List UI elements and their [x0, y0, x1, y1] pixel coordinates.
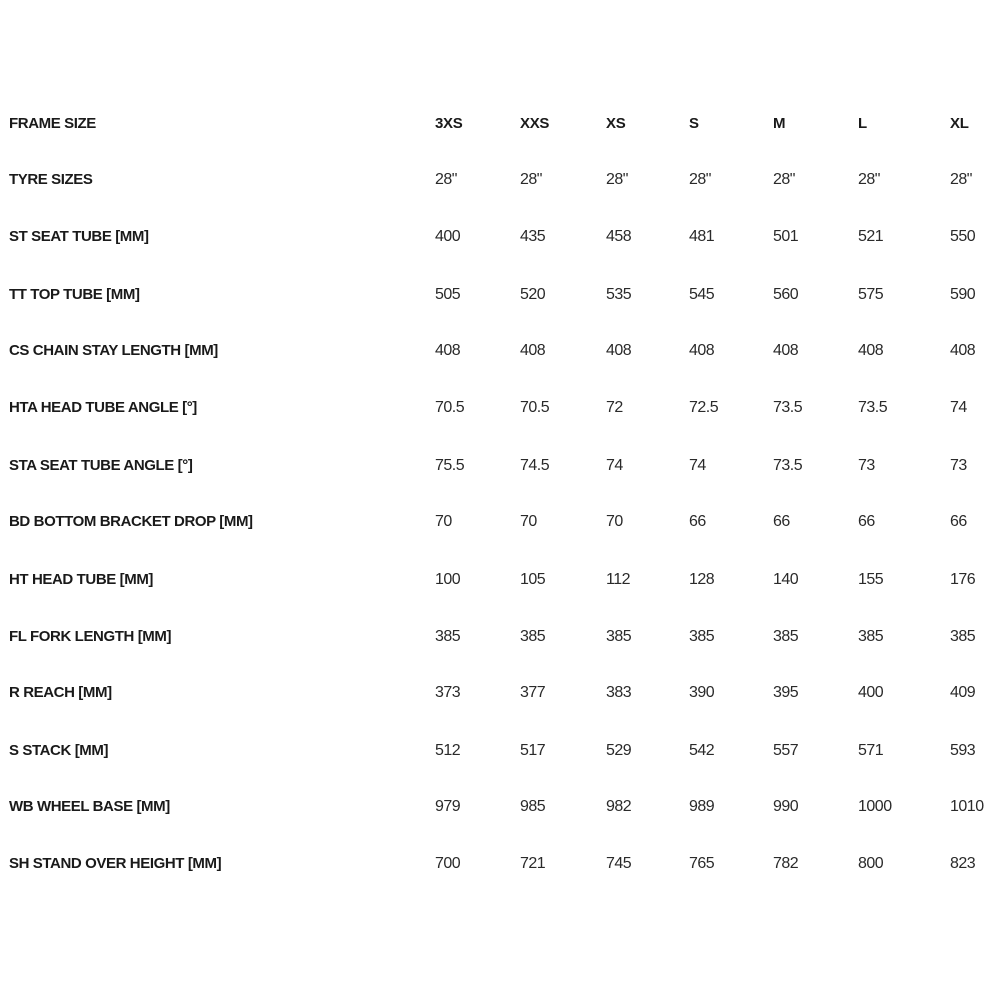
table-cell: 66: [858, 513, 875, 530]
table-cell: 28": [520, 171, 542, 188]
column-header: S: [689, 115, 699, 132]
table-cell: 112: [606, 571, 631, 588]
table-cell: 383: [606, 684, 632, 701]
table-cell: 400: [858, 684, 884, 701]
table-cell: 390: [689, 684, 715, 701]
table-cell: 590: [950, 286, 976, 303]
table-cell: 385: [606, 628, 632, 645]
table-cell: 520: [520, 286, 546, 303]
column-header: XS: [606, 115, 626, 132]
table-cell: 28": [435, 171, 457, 188]
table-cell: 408: [689, 342, 715, 359]
table-cell: 557: [773, 742, 799, 759]
table-cell: 517: [520, 742, 546, 759]
table-cell: 989: [689, 798, 715, 815]
table-cell: 373: [435, 684, 461, 701]
row-label: CS CHAIN STAY LENGTH [MM]: [9, 342, 218, 359]
table-cell: 70.5: [520, 399, 550, 416]
table-cell: 28": [773, 171, 795, 188]
table-cell: 66: [689, 513, 706, 530]
column-header: L: [858, 115, 867, 132]
table-row: [0, 849, 1000, 879]
table-cell: 377: [520, 684, 546, 701]
table-row: [0, 451, 1000, 481]
table-cell: 823: [950, 855, 976, 872]
table-cell: 73: [858, 457, 875, 474]
column-header: XL: [950, 115, 969, 132]
table-cell: 545: [689, 286, 715, 303]
table-cell: 985: [520, 798, 546, 815]
row-label: TT TOP TUBE [MM]: [9, 286, 140, 303]
table-cell: 782: [773, 855, 799, 872]
table-cell: 385: [773, 628, 799, 645]
row-label: SH STAND OVER HEIGHT [MM]: [9, 855, 222, 872]
table-cell: 74: [689, 457, 706, 474]
table-cell: 128: [689, 571, 715, 588]
table-cell: 28": [689, 171, 711, 188]
table-row: [0, 565, 1000, 595]
table-header-row: [0, 109, 1000, 139]
column-header: 3XS: [435, 115, 463, 132]
table-cell: 74.5: [520, 457, 550, 474]
table-cell: 385: [435, 628, 461, 645]
table-cell: 1000: [858, 798, 892, 815]
header-label: FRAME SIZE: [9, 115, 96, 132]
row-label: BD BOTTOM BRACKET DROP [MM]: [9, 513, 253, 530]
table-cell: 385: [858, 628, 884, 645]
row-label: WB WHEEL BASE [MM]: [9, 798, 170, 815]
table-row: [0, 792, 1000, 822]
table-cell: 700: [435, 855, 461, 872]
table-cell: 73.5: [773, 457, 803, 474]
table-cell: 28": [858, 171, 880, 188]
table-cell: 70: [520, 513, 537, 530]
table-cell: 74: [950, 399, 967, 416]
table-cell: 1010: [950, 798, 984, 815]
table-row: [0, 678, 1000, 708]
table-cell: 73.5: [773, 399, 803, 416]
table-cell: 435: [520, 228, 546, 245]
table-cell: 409: [950, 684, 976, 701]
table-row: [0, 336, 1000, 366]
table-cell: 408: [520, 342, 546, 359]
table-row: [0, 393, 1000, 423]
table-cell: 501: [773, 228, 799, 245]
table-cell: 408: [858, 342, 884, 359]
table-cell: 408: [606, 342, 632, 359]
table-cell: 66: [950, 513, 967, 530]
table-cell: 575: [858, 286, 884, 303]
table-cell: 800: [858, 855, 884, 872]
row-label: FL FORK LENGTH [MM]: [9, 628, 172, 645]
row-label: ST SEAT TUBE [MM]: [9, 228, 149, 245]
table-cell: 990: [773, 798, 799, 815]
table-cell: 542: [689, 742, 715, 759]
row-label: S STACK [MM]: [9, 742, 109, 759]
table-cell: 73: [950, 457, 967, 474]
table-cell: 385: [950, 628, 976, 645]
column-header: XXS: [520, 115, 550, 132]
column-header: M: [773, 115, 786, 132]
table-cell: 100: [435, 571, 461, 588]
row-label: R REACH [MM]: [9, 684, 112, 701]
table-cell: 385: [689, 628, 715, 645]
table-cell: 105: [520, 571, 546, 588]
table-cell: 75.5: [435, 457, 465, 474]
table-cell: 72: [606, 399, 623, 416]
table-row: [0, 222, 1000, 252]
table-cell: 505: [435, 286, 461, 303]
table-cell: 66: [773, 513, 790, 530]
table-cell: 521: [858, 228, 884, 245]
table-cell: 550: [950, 228, 976, 245]
table-cell: 745: [606, 855, 632, 872]
table-cell: 70: [435, 513, 452, 530]
table-cell: 982: [606, 798, 632, 815]
table-cell: 408: [950, 342, 976, 359]
table-cell: 28": [606, 171, 628, 188]
table-cell: 593: [950, 742, 976, 759]
table-cell: 73.5: [858, 399, 888, 416]
table-cell: 571: [858, 742, 884, 759]
table-cell: 140: [773, 571, 799, 588]
table-cell: 28": [950, 171, 972, 188]
table-cell: 400: [435, 228, 461, 245]
table-cell: 155: [858, 571, 884, 588]
table-cell: 481: [689, 228, 715, 245]
table-cell: 458: [606, 228, 632, 245]
table-cell: 70: [606, 513, 623, 530]
table-cell: 529: [606, 742, 632, 759]
row-label: HT HEAD TUBE [MM]: [9, 571, 154, 588]
table-cell: 535: [606, 286, 632, 303]
table-row: [0, 507, 1000, 537]
table-cell: 560: [773, 286, 799, 303]
table-cell: 721: [520, 855, 546, 872]
table-row: [0, 280, 1000, 310]
table-row: [0, 736, 1000, 766]
table-cell: 385: [520, 628, 546, 645]
row-label: HTA HEAD TUBE ANGLE [°]: [9, 399, 197, 416]
table-cell: 979: [435, 798, 461, 815]
table-cell: 70.5: [435, 399, 465, 416]
row-label: TYRE SIZES: [9, 171, 93, 188]
table-cell: 395: [773, 684, 799, 701]
table-cell: 74: [606, 457, 623, 474]
table-cell: 512: [435, 742, 461, 759]
table-row: [0, 622, 1000, 652]
table-cell: 72.5: [689, 399, 719, 416]
row-label: STA SEAT TUBE ANGLE [°]: [9, 457, 193, 474]
table-row: [0, 165, 1000, 195]
table-cell: 408: [773, 342, 799, 359]
table-cell: 176: [950, 571, 976, 588]
table-cell: 765: [689, 855, 715, 872]
table-cell: 408: [435, 342, 461, 359]
